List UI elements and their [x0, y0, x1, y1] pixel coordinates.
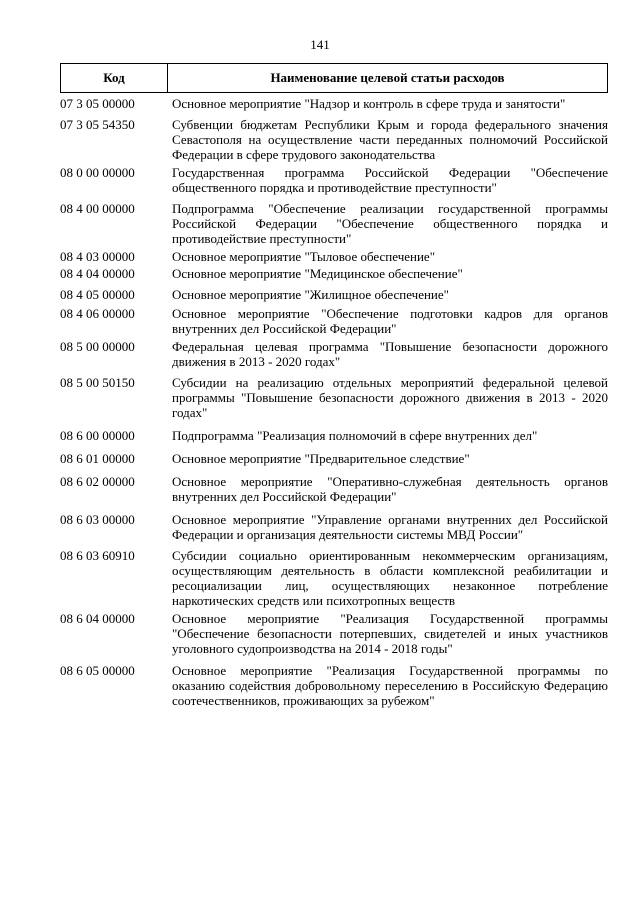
- row-code: 07 3 05 00000: [60, 96, 135, 111]
- table-row: [60, 201, 608, 246]
- row-code: 08 4 04 00000: [60, 266, 135, 281]
- table-header: [60, 63, 608, 93]
- table-row: [60, 512, 608, 542]
- row-code: 08 6 04 00000: [60, 611, 135, 626]
- table-row: [60, 663, 608, 708]
- table-row: [60, 375, 608, 420]
- row-name: Основное мероприятие "Надзор и контроль в сфере труда и занятости": [172, 96, 566, 111]
- row-name: Основное мероприятие "Управление органами внутренних дел Российской Федерации и организация деятельности системы МВД России": [172, 512, 608, 542]
- row-name: Субсидии на реализацию отдельных мероприятий федеральной целевой программы "Повышение безопасности дорожного движения в 2013 - 2020 годах": [172, 375, 608, 420]
- table-row: [60, 474, 608, 504]
- row-name: Субвенции бюджетам Республики Крым и города федерального значения Севастополя на осуществление части переданных полномочий Российской Федерации в сфере трудового законодательства: [172, 117, 608, 162]
- row-code: 07 3 05 54350: [60, 117, 135, 132]
- row-name: Государственная программа Российской Федерации "Обеспечение общественного порядка и противодействие преступности": [172, 165, 608, 195]
- table-row: [60, 611, 608, 656]
- row-code: 08 0 00 00000: [60, 165, 135, 180]
- row-code: 08 6 05 00000: [60, 663, 135, 678]
- row-name: Федеральная целевая программа "Повышение безопасности дорожного движения в 2013 - 2020 годах": [172, 339, 608, 369]
- row-name: Основное мероприятие "Тыловое обеспечение": [172, 249, 435, 264]
- table-row: [60, 306, 608, 336]
- page-number: 141: [310, 37, 330, 52]
- row-code: 08 4 03 00000: [60, 249, 135, 264]
- table-row: [60, 339, 608, 369]
- row-name: Основное мероприятие "Реализация Государственной программы "Обеспечение безопасности потерпевших, свидетелей и иных участников уголовного судопроизводства на 2014 - 2018 годы": [172, 611, 608, 656]
- table-row: [60, 548, 608, 608]
- row-code: 08 6 00 00000: [60, 428, 135, 443]
- table-row: [60, 266, 608, 281]
- table-row: [60, 428, 608, 443]
- row-name: Основное мероприятие "Оперативно-служебная деятельность органов внутренних дел Российской Федерации": [172, 474, 608, 504]
- row-code: 08 6 02 00000: [60, 474, 135, 489]
- row-name: Подпрограмма "Обеспечение реализации государственной программы Российской Федерации "Обеспечение общественного порядка и противодействие преступности": [172, 201, 608, 246]
- table-row: [60, 117, 608, 162]
- row-code: 08 6 01 00000: [60, 451, 135, 466]
- row-code: 08 5 00 50150: [60, 375, 135, 390]
- row-name: Основное мероприятие "Обеспечение подготовки кадров для органов внутренних дел Российской Федерации": [172, 306, 608, 336]
- row-code: 08 5 00 00000: [60, 339, 135, 354]
- table-row: [60, 287, 608, 302]
- row-name: Основное мероприятие "Медицинское обеспечение": [172, 266, 463, 281]
- header-code: Код: [61, 64, 168, 92]
- row-name: Основное мероприятие "Реализация Государственной программы по оказанию содействия добровольному переселению в Российскую Федерацию соотечественников, проживающих за рубежом": [172, 663, 608, 708]
- table-row: [60, 165, 608, 195]
- row-name: Подпрограмма "Реализация полномочий в сфере внутренних дел": [172, 428, 538, 443]
- row-code: 08 4 06 00000: [60, 306, 135, 321]
- row-name: Субсидии социально ориентированным некоммерческим организациям, осуществляющим деятельность в области комплексной реабилитации и ресоциализации лиц, осуществляющих незаконное потребление наркотических средств или психотропных веществ: [172, 548, 608, 608]
- table-row: [60, 96, 608, 111]
- row-code: 08 6 03 00000: [60, 512, 135, 527]
- table-body: [60, 96, 608, 708]
- row-name: Основное мероприятие "Предварительное следствие": [172, 451, 470, 466]
- table-row: [60, 451, 608, 466]
- row-code: 08 4 00 00000: [60, 201, 135, 216]
- table-row: [60, 249, 608, 264]
- row-code: 08 4 05 00000: [60, 287, 135, 302]
- row-name: Основное мероприятие "Жилищное обеспечение": [172, 287, 449, 302]
- row-code: 08 6 03 60910: [60, 548, 135, 563]
- header-name: Наименование целевой статьи расходов: [270, 70, 505, 85]
